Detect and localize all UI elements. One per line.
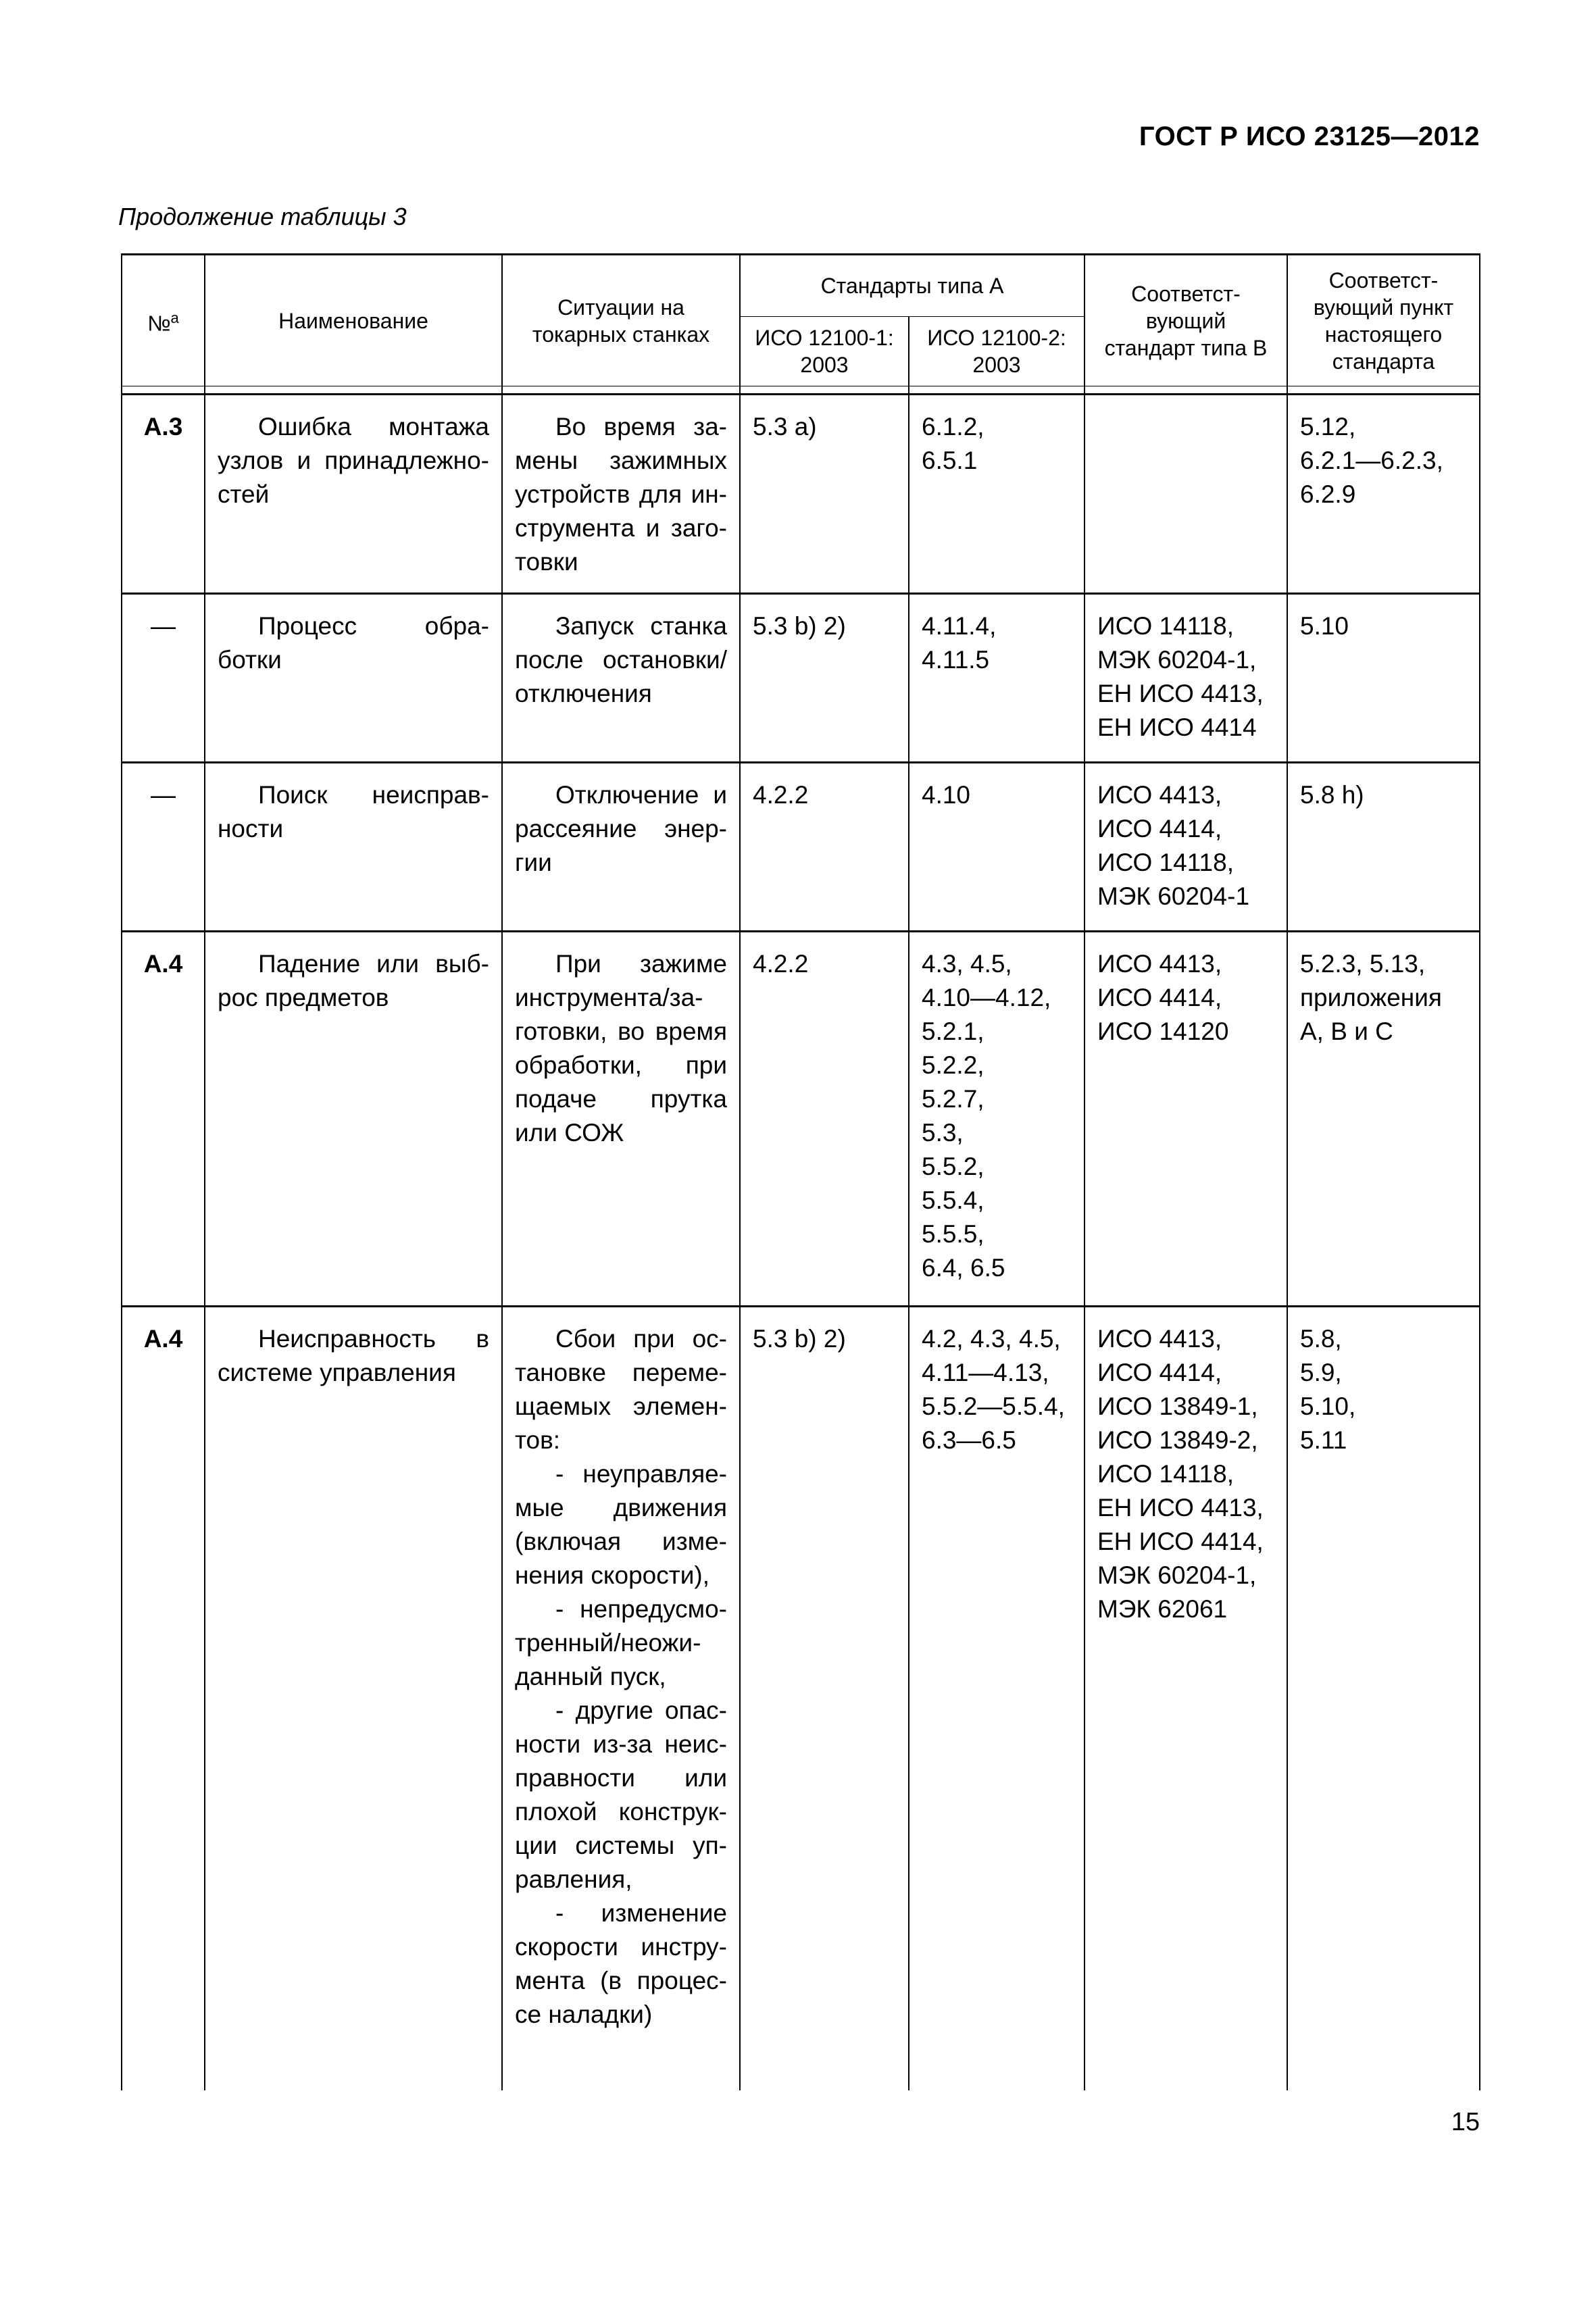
cell-std-b-line: ИСО 4414,	[1097, 1359, 1222, 1386]
cell-std-b-line: МЭК 60204-1,	[1097, 646, 1257, 674]
cell-std-b-line: ЕН ИСО 4413,	[1097, 1494, 1264, 1521]
cell-iso-12100-2-line: 5.2.7,	[922, 1085, 984, 1113]
cell-std-b-line: ИСО 13849-1,	[1097, 1392, 1258, 1420]
cell-clause	[1287, 1307, 1480, 2090]
cell-iso-12100-2-line: 4.2, 4.3, 4.5,	[922, 1325, 1061, 1353]
cell-iso-12100-1: 5.3 b) 2)	[740, 1307, 909, 2090]
header-name: Наименование	[205, 255, 502, 386]
table-row	[122, 932, 1480, 1307]
situation-item: - изменение скорости инстру-мента (в процес-се наладки)	[515, 1899, 727, 2028]
cell-name: Поиск неисправ-ности	[205, 763, 502, 932]
cell-std-b	[1084, 395, 1287, 594]
cell-clause-line: 6.2.1—6.2.3,	[1300, 447, 1443, 474]
cell-clause-line: 5.8,	[1300, 1325, 1342, 1353]
cell-iso-12100-2-line: 4.11.5	[922, 646, 990, 674]
cell-std-b-line: ЕН ИСО 4413,	[1097, 680, 1264, 707]
cell-num: —	[122, 763, 205, 932]
cell-iso-12100-2-line: 6.5.1	[922, 447, 978, 474]
cell-iso-12100-1: 4.2.2	[740, 932, 909, 1307]
cell-std-b-line: МЭК 60204-1	[1097, 882, 1250, 910]
table-row	[122, 1307, 1480, 2090]
cell-clause-line: приложения	[1300, 984, 1442, 1011]
cell-situation: Отключение и рассеяние энер-гии	[502, 763, 740, 932]
cell-name: Падение или выб-рос предметов	[205, 932, 502, 1307]
situation-item: - другие опас-ности из-за неис-правности или плохой конструк-ции системы уп-равления,	[515, 1696, 727, 1893]
cell-name: Процесс обра-ботки	[205, 594, 502, 763]
situation-intro: Сбои при ос-тановке переме-щаемых элемен-тов:	[515, 1325, 727, 1454]
cell-num: —	[122, 594, 205, 763]
cell-std-b-line: МЭК 62061	[1097, 1595, 1228, 1623]
cell-std-b-line: ИСО 14120	[1097, 1017, 1229, 1045]
cell-iso-12100-2-line: 5.5.5,	[922, 1220, 984, 1248]
cell-iso-12100-2-line: 5.5.2—5.5.4,	[922, 1392, 1065, 1420]
cell-std-b-line: ИСО 4413,	[1097, 950, 1222, 978]
cell-iso-12100-2-line: 6.3—6.5	[922, 1426, 1016, 1454]
cell-clause	[1287, 395, 1480, 594]
cell-situation: Во время за-мены зажимных устройств для ин-струмента и заго-товки	[502, 395, 740, 594]
header-this-std-clause: Соответст-вующий пункт настоящего стандарта	[1287, 255, 1480, 386]
page-number: 15	[1451, 2108, 1480, 2136]
table-row	[122, 763, 1480, 932]
cell-std-b-line: ИСО 4414,	[1097, 815, 1222, 842]
table-row	[122, 594, 1480, 763]
cell-clause-line: 5.8 h)	[1300, 781, 1364, 809]
cell-iso-12100-2	[909, 1307, 1084, 2090]
cell-std-b-line: ИСО 4413,	[1097, 1325, 1222, 1353]
cell-std-b-line: ИСО 4414,	[1097, 984, 1222, 1011]
cell-iso-12100-2-line: 5.2.1,	[922, 1017, 984, 1045]
table-body	[122, 395, 1480, 2090]
cell-std-b-line: МЭК 60204-1,	[1097, 1561, 1257, 1589]
cell-clause	[1287, 763, 1480, 932]
table-header	[122, 255, 1480, 395]
cell-clause-line: 6.2.9	[1300, 480, 1356, 508]
cell-std-b-line: ИСО 14118,	[1097, 612, 1234, 640]
cell-clause-line: 5.12,	[1300, 413, 1356, 441]
cell-iso-12100-2-line: 4.10	[922, 781, 971, 809]
cell-iso-12100-2	[909, 594, 1084, 763]
cell-name: Неисправность в системе управления	[205, 1307, 502, 2090]
cell-iso-12100-2	[909, 395, 1084, 594]
cell-clause-line: А, В и С	[1300, 1017, 1393, 1045]
cell-clause-line: 5.2.3, 5.13,	[1300, 950, 1426, 978]
cell-std-b	[1084, 594, 1287, 763]
header-std-a-group: Стандарты типа А	[740, 255, 1084, 317]
header-num-superscript: а	[170, 309, 179, 326]
cell-std-b	[1084, 932, 1287, 1307]
header-iso-12100-1: ИСО 12100-1: 2003	[740, 317, 909, 386]
cell-iso-12100-1: 5.3 b) 2)	[740, 594, 909, 763]
cell-clause-line: 5.11	[1300, 1426, 1347, 1454]
cell-iso-12100-2-line: 4.11.4,	[922, 612, 997, 640]
situation-item: - непредусмо-тренный/неожи-данный пуск,	[515, 1595, 727, 1690]
cell-std-b-line: ИСО 14118,	[1097, 1460, 1234, 1488]
cell-clause-line: 5.10	[1300, 612, 1349, 640]
table-caption: Продолжение таблицы 3	[118, 203, 407, 230]
cell-std-b-line: ЕН ИСО 4414	[1097, 713, 1257, 741]
cell-iso-12100-2-line: 6.4, 6.5	[922, 1254, 1005, 1282]
cell-std-b-line: ИСО 13849-2,	[1097, 1426, 1258, 1454]
header-situations: Ситуации на токарных станках	[502, 255, 740, 386]
header-iso-12100-2: ИСО 12100-2: 2003	[909, 317, 1084, 386]
cell-iso-12100-2-line: 5.5.4,	[922, 1186, 984, 1214]
cell-num: А.4	[122, 932, 205, 1307]
cell-num: А.4	[122, 1307, 205, 2090]
cell-iso-12100-2	[909, 763, 1084, 932]
cell-std-b-line: ИСО 14118,	[1097, 849, 1234, 876]
cell-std-b-line: ЕН ИСО 4414,	[1097, 1528, 1264, 1555]
cell-iso-12100-1: 5.3 а)	[740, 395, 909, 594]
cell-iso-12100-2-line: 4.10—4.12,	[922, 984, 1051, 1011]
cell-iso-12100-2-line: 5.2.2,	[922, 1051, 984, 1079]
header-num: №$^а$	[122, 255, 205, 386]
cell-std-b-line: ИСО 4413,	[1097, 781, 1222, 809]
cell-clause	[1287, 594, 1480, 763]
cell-clause-line: 5.9,	[1300, 1359, 1342, 1386]
header-std-b: Соответст-вующий стандарт типа В	[1084, 255, 1287, 386]
situation-item: - неуправляе-мые движения (включая изме-нения скорости),	[515, 1460, 727, 1589]
table-row	[122, 395, 1480, 594]
document-title: ГОСТ Р ИСО 23125—2012	[1139, 122, 1480, 151]
cell-situation	[502, 1307, 740, 2090]
cell-iso-12100-2-line: 5.5.2,	[922, 1153, 984, 1180]
cell-iso-12100-2-line: 5.3,	[922, 1119, 964, 1147]
cell-std-b	[1084, 1307, 1287, 2090]
standards-table	[121, 253, 1480, 2090]
cell-std-b	[1084, 763, 1287, 932]
cell-iso-12100-2-line: 4.11—4.13,	[922, 1359, 1049, 1386]
cell-situation: Запуск станка после остановки/ отключения	[502, 594, 740, 763]
cell-num: А.3	[122, 395, 205, 594]
cell-situation: При зажиме инструмента/за-готовки, во время обработки, при подаче прутка или СОЖ	[502, 932, 740, 1307]
cell-iso-12100-2	[909, 932, 1084, 1307]
cell-name: Ошибка монтажа узлов и принадлежно-стей	[205, 395, 502, 594]
cell-iso-12100-2-line: 4.3, 4.5,	[922, 950, 1012, 978]
cell-clause	[1287, 932, 1480, 1307]
cell-iso-12100-1: 4.2.2	[740, 763, 909, 932]
cell-iso-12100-2-line: 6.1.2,	[922, 413, 984, 441]
cell-clause-line: 5.10,	[1300, 1392, 1356, 1420]
